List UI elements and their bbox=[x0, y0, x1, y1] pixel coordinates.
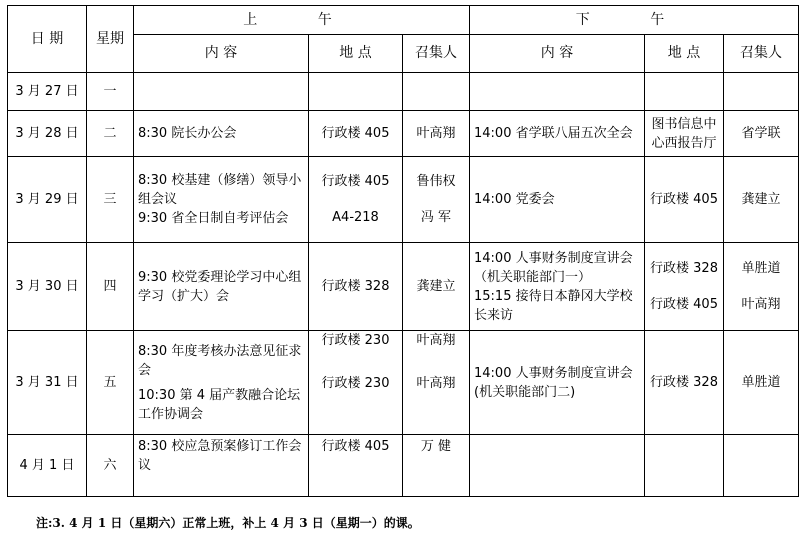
table-row bbox=[8, 157, 799, 243]
agenda-item: 9:30 省全日制自考评估会 bbox=[138, 211, 289, 226]
pm-content-cell bbox=[470, 157, 645, 243]
header-afternoon: 下 午 bbox=[470, 6, 799, 35]
place-item: 行政楼 328 bbox=[321, 279, 390, 294]
place-item: A4-218 bbox=[332, 210, 379, 225]
header-pm-place: 地 点 bbox=[645, 35, 724, 73]
agenda-item: 8:30 校基建（修缮）领导小组会议 bbox=[138, 173, 302, 207]
header-am-place: 地 点 bbox=[309, 35, 403, 73]
agenda-item: 10:30 第 4 届产教融合论坛工作协调会 bbox=[138, 387, 301, 422]
am-content-cell bbox=[134, 435, 309, 497]
place-item: 行政楼 230 bbox=[321, 333, 390, 348]
date-cell: 3 月 30 日 bbox=[8, 243, 87, 331]
convener-item: 龚建立 bbox=[741, 192, 781, 207]
pm-content-cell bbox=[470, 111, 645, 157]
date-cell: 3 月 29 日 bbox=[8, 157, 87, 243]
pm-convener-cell bbox=[724, 243, 799, 331]
am-place-cell bbox=[309, 73, 403, 111]
date-cell: 3 月 28 日 bbox=[8, 111, 87, 157]
weekly-schedule-table bbox=[7, 5, 799, 497]
pm-place-cell bbox=[645, 243, 724, 331]
pm-content-cell bbox=[470, 243, 645, 331]
date-cell: 3 月 27 日 bbox=[8, 73, 87, 111]
am-place-cell bbox=[309, 435, 403, 497]
am-convener-cell bbox=[403, 435, 470, 497]
agenda-item: 8:30 年度考核办法意见征求会 bbox=[138, 343, 302, 378]
convener-item: 叶高翔 bbox=[416, 333, 456, 348]
weekday-cell: 六 bbox=[87, 435, 134, 497]
header-weekday: 星期 bbox=[87, 6, 134, 73]
am-convener-cell bbox=[403, 157, 470, 243]
header-morning: 上 午 bbox=[134, 6, 470, 35]
date-cell: 3 月 31 日 bbox=[8, 331, 87, 435]
am-convener-cell bbox=[403, 111, 470, 157]
am-convener-cell bbox=[403, 73, 470, 111]
header-am-convener: 召集人 bbox=[403, 35, 470, 73]
am-convener-cell bbox=[403, 243, 470, 331]
agenda-item: 14:00 党委会 bbox=[474, 192, 555, 207]
am-place-cell bbox=[309, 111, 403, 157]
agenda-item: 14:00 省学联八届五次全会 bbox=[474, 126, 633, 141]
pm-convener-cell bbox=[724, 73, 799, 111]
convener-item: 单胜道 bbox=[741, 261, 781, 276]
convener-item: 单胜道 bbox=[741, 375, 781, 390]
convener-item: 叶高翔 bbox=[416, 376, 456, 391]
date-cell: 4 月 1 日 bbox=[8, 435, 87, 497]
pm-content-cell bbox=[470, 73, 645, 111]
convener-item: 鲁伟权 bbox=[416, 174, 456, 189]
weekday-cell: 四 bbox=[87, 243, 134, 331]
place-item: 行政楼 405 bbox=[650, 192, 718, 207]
header-date: 日 期 bbox=[8, 6, 87, 73]
am-content-cell bbox=[134, 111, 309, 157]
weekday-cell: 五 bbox=[87, 331, 134, 435]
header-pm-content: 内 容 bbox=[470, 35, 645, 73]
convener-item: 叶高翔 bbox=[416, 126, 456, 141]
pm-convener-cell bbox=[724, 435, 799, 497]
agenda-item: 9:30 校党委理论学习中心组学习（扩大）会 bbox=[138, 269, 302, 304]
place-item: 行政楼 230 bbox=[321, 376, 390, 391]
am-content-cell bbox=[134, 157, 309, 243]
am-content-cell bbox=[134, 73, 309, 111]
weekday-cell: 一 bbox=[87, 73, 134, 111]
pm-place-cell bbox=[645, 111, 724, 157]
am-place-cell bbox=[309, 331, 403, 435]
am-content-cell bbox=[134, 243, 309, 331]
convener-item: 万 健 bbox=[420, 439, 452, 454]
table-row bbox=[8, 243, 799, 331]
pm-convener-cell bbox=[724, 331, 799, 435]
convener-item: 叶高翔 bbox=[741, 297, 781, 312]
pm-place-cell bbox=[645, 435, 724, 497]
pm-place-cell bbox=[645, 157, 724, 243]
agenda-item: 14:00 人事财务制度宣讲会(机关职能部门二) bbox=[474, 365, 633, 400]
header-pm-convener: 召集人 bbox=[724, 35, 799, 73]
header-am-content: 内 容 bbox=[134, 35, 309, 73]
pm-convener-cell bbox=[724, 111, 799, 157]
table-row bbox=[8, 111, 799, 157]
pm-place-cell bbox=[645, 73, 724, 111]
place-item: 行政楼 405 bbox=[650, 297, 718, 312]
convener-item: 冯 军 bbox=[420, 210, 452, 225]
agenda-item: 15:15 接待日本静冈大学校长来访 bbox=[474, 288, 633, 323]
place-item: 行政楼 328 bbox=[650, 375, 718, 390]
am-place-cell bbox=[309, 243, 403, 331]
convener-item: 省学联 bbox=[741, 126, 781, 141]
weekday-cell: 三 bbox=[87, 157, 134, 243]
table-row bbox=[8, 331, 799, 435]
pm-content-cell bbox=[470, 435, 645, 497]
table-row bbox=[8, 73, 799, 111]
agenda-item: 8:30 院长办公会 bbox=[138, 126, 237, 141]
pm-content-cell bbox=[470, 331, 645, 435]
place-item: 行政楼 405 bbox=[321, 174, 390, 189]
footnote: 注:3. 4 月 1 日（星期六）正常上班，补上 4 月 3 日（星期一）的课。 bbox=[36, 516, 420, 530]
pm-convener-cell bbox=[724, 157, 799, 243]
agenda-item: 8:30 校应急预案修订工作会议 bbox=[138, 439, 302, 473]
place-item: 行政楼 405 bbox=[321, 439, 390, 454]
pm-place-cell bbox=[645, 331, 724, 435]
place-item: 行政楼 405 bbox=[321, 126, 390, 141]
weekday-cell: 二 bbox=[87, 111, 134, 157]
am-convener-cell bbox=[403, 331, 470, 435]
convener-item: 龚建立 bbox=[416, 279, 456, 294]
table-row bbox=[8, 435, 799, 497]
am-content-cell bbox=[134, 331, 309, 435]
place-item: 行政楼 328 bbox=[650, 261, 718, 276]
agenda-item: 14:00 人事财务制度宣讲会（机关职能部门一） bbox=[474, 250, 633, 285]
am-place-cell bbox=[309, 157, 403, 243]
place-item: 图书信息中心西报告厅 bbox=[651, 116, 717, 151]
